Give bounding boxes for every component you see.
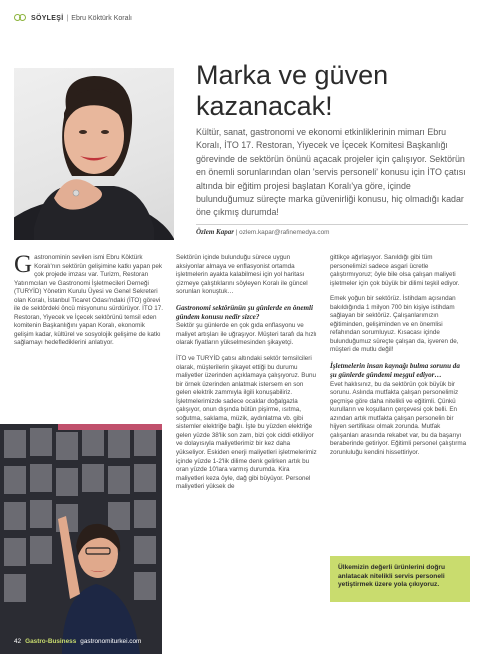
paragraph: Evet haklısınız, bu da sektörün çok büyük bir sorunu. Aslında mutfakta çalışan personelimiz geçmişe göre daha nitelikli ve eğitimli. Çünkü kurulların ve koşulların çerçevesi çok belli. En azından artık mutfakta çalışan personelin bir hijyen sertifikası olmak zorunda. Mutfak çalışanları arasında rekabet var, bu da başarıyı beraberinde getiriyor. Eğitimli personel çalıştırma zorunluluğu kendini hissettiriyor. [330,380,467,456]
intro-paragraph [14,251,164,348]
magazine-name: Gastro-Business [25,638,77,645]
article-title: Marka ve güven kazanacak! [196,60,389,121]
author-name: Özlem Kapar [196,228,234,236]
text-column-1 [14,251,164,355]
page-footer [14,638,174,645]
byline-separator: | [235,229,238,236]
interview-question: İşletmelerin insan kaynağı bulma sorunu da şu günlerde gündemi meşgul ediyor… [330,362,460,379]
event-photo [0,424,162,654]
header-separator: | [66,14,69,22]
section-label: SÖYLEŞİ [31,14,64,22]
paragraph: gittikçe ağırlaşıyor. Sanıldığı gibi tüm personelimizi sadece asgari ücretle çalıştırmıyoruz; öyle bile olsa çalışan maliyeti işletmeler için çok büyük bir dilimi teşkil ediyor. [330,254,460,287]
byline [196,224,468,236]
text-column-2 [176,254,318,499]
paragraph: Emek yoğun bir sektörüz. İstihdam açısından bakıldığında 1 milyon 700 bin kişiye istihdam sağlayan bir sektörüz. Çalışanlarımızın eğitiminden, gelişiminden ve en önemlisi refahından sorumluyuz. Kısacası içinde bulunduğumuz süreçte çalışan da, işveren de, müşteri de mutlu değil! [330,295,459,354]
text-column-3 [330,254,468,465]
magazine-logo-icon [14,13,28,23]
pull-quote-box: Ülkemizin değerli ürünlerini doğru anlatacak nitelikli servis personeli yetiştirmek üzere yola çıkıyoruz. [330,556,470,602]
paragraph: Sektörün içinde bulunduğu sürece uygun aksiyonlar almaya ve enflasyonist ortamda işletmelerin ayakta kalabilmesi için yol haritası çizmeye çalıştıklarını söyleyen Koralı ile güncel sorunları konuştuk… [176,254,308,296]
page-number: 42 [14,638,22,645]
intro-text: astronominin sevilen ismi Ebru Köktürk Koralı'nın sektörün gelişimine katkı yapan pek çok projede imzası var. Turizm, Restoran Yatırımcıları ve Gastronomi İşletmecileri Derneği (TURYİD) Yönetim Kurulu Üyesi ve Genel Sekreteri olan Koralı, İstanbul Ticaret Odası'ndaki (İTO) görevi ile de sektördeki öncü misyonunu sürdürüyor. İTO 17. Restoran, Yiyecek ve İçecek sektörünü temsil eden komitenin Başkanlığını yapan Koralı, ekonomik gelişim kadar, kültürel ve sosyolojik gelişime de katkı sağlamayı hedeflediklerini anlatıyor. [14,254,163,347]
portrait-photo [14,68,174,240]
paragraph: İTO ve TURYİD çatısı altındaki sektör temsilcileri olarak, müşterilerin şikayet ettiği bu durumu maliyetler üzerinden açıklamaya çalışıyoruz. Bunu bir örnek üzerinden anlatmak istersem en son gelen elektrik zammıyla ilgili konuşabiliriz. İşletmelerimizde sadece ocaklar doğalgazla çalışıyor, onun dışında bütün pişirme, ısıtma, soğutma, saklama, müzik, aydınlatma vb. gibi sistemler elektriğe bağlı. İşte bu yüzden elektriğe gelen yüzde 38'lik son zam, bizi çok ciddi etkiliyor ve dolayısıyla maliyetlerimiz bir kez daha yükseliyor. Eskiden enerji maliyetleri işletmelerimiz içinde yüzde 1-2'lik dilime denk gelirken artık bu oran yüzde 10'lara varmış durumda. Kira maliyetleri keza öyle, dağ gibi büyüyor. Personel maliyetleri yüksek de [176,354,317,491]
website-link[interactable]: gastronomiturkei.com [80,638,142,645]
author-email: ozlem.kapar@rafinemedya.com [239,229,330,236]
article-lead: Kültür, sanat, gastronomi ve ekonomi etkinliklerinin mimarı Ebru Koralı, İTO 17. Restoran, Yiyecek ve İçecek Komitesi Başkanlığı görevinde de sektörün önünü açacak projeler için çalışıyor. Sektörün en önemli sorunlarından olan 'servis personeli' konusu için İTO çatısı altında bir eğitim projesi başlatan Koralı'ya göre, içinde bulunduğumuz süreçte marka güvenirliği konusu, hiç olmadığı kadar öne çıkmış durumda! [196,127,466,218]
interview-question: Gastronomi sektörünün şu günlerde en önemli gündem konusu nedir sizce? [176,303,313,321]
running-header [14,11,132,25]
header-subject: Ebru Köktürk Koralı [71,14,132,22]
drop-cap: G [14,251,33,278]
paragraph: Sektör şu günlerde en çok gıda enflasyonu ve maliyet artışları ile uğraşıyor. Müşteri tarafı da hızlı olarak fiyatların yükselmesinden şikayetçi. [176,322,317,347]
